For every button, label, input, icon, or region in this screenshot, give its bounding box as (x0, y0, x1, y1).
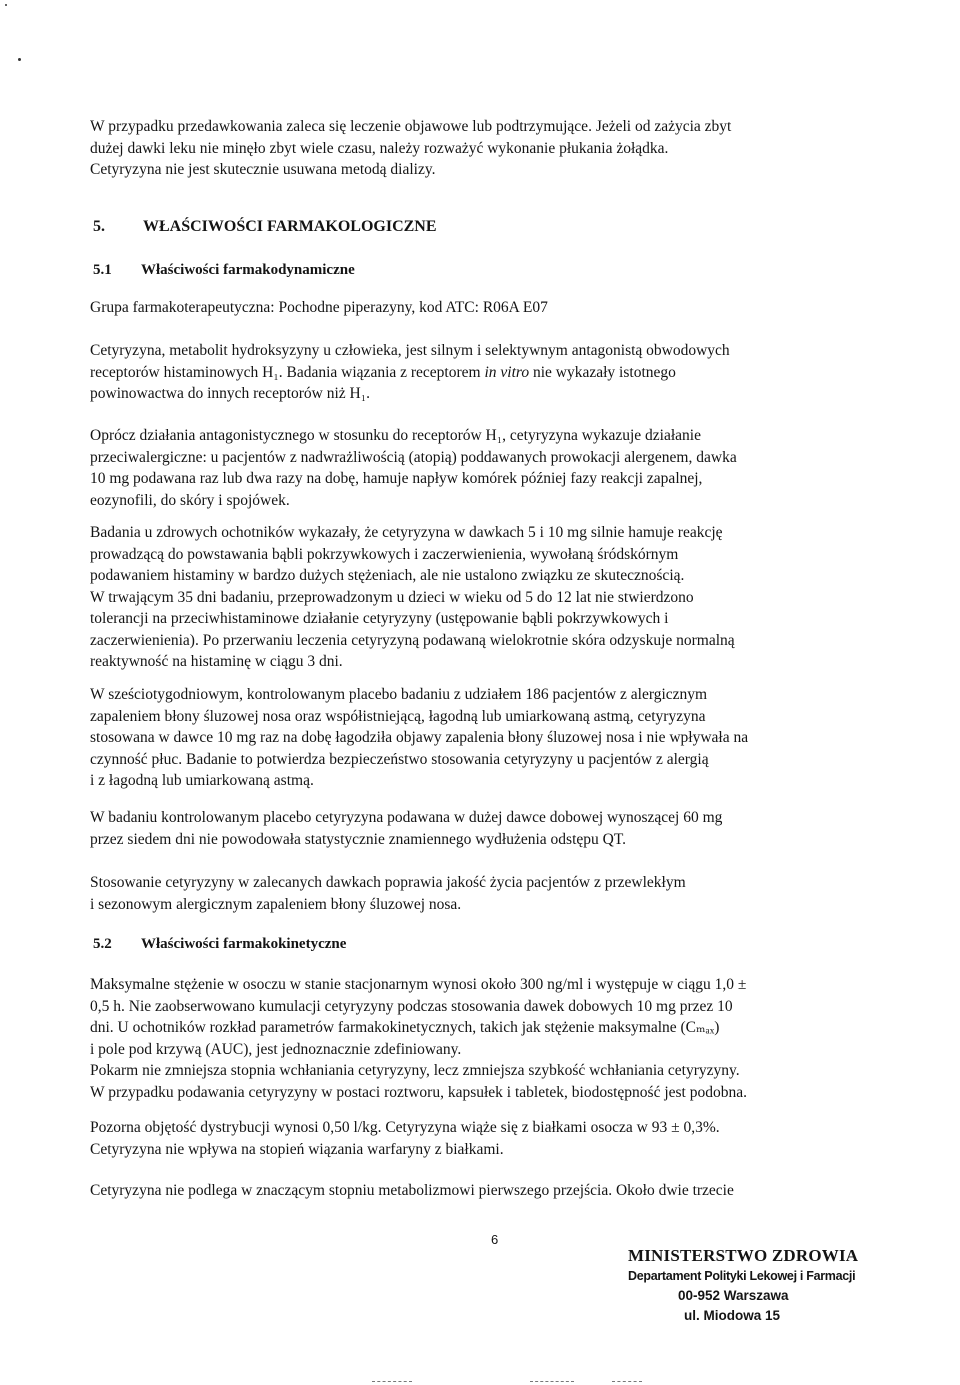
page-number: 6 (491, 1232, 499, 1247)
text-line: Oprócz działania antagonistycznego w stosunku do receptorów H₁, cetyryzyna wykazuje działanie (90, 427, 701, 444)
text-line: Cetyryzyna, metabolit hydroksyzyny u człowieka, jest silnym i selektywnym antagonistą obwodowych (90, 342, 730, 359)
paragraph-cetirizine (90, 340, 890, 405)
stamp-ministry-name: MINISTERSTWO ZDROWIA (628, 1246, 859, 1265)
paragraph-quality-of-life (90, 872, 890, 915)
section-number: 5.2 (93, 936, 112, 952)
section-title: Właściwości farmakodynamiczne (141, 262, 355, 278)
section-number: 5. (93, 218, 105, 235)
text-line: i pole pod krzywą (AUC), jest jednoznacznie zdefiniowany. (90, 1040, 462, 1058)
text-line: 10 mg podawana raz lub dwa razy na dobę, hamuje napływ komórek później fazy reakcji zapalnej, (90, 470, 703, 487)
text-line: Pozorna objętość dystrybucji wynosi 0,50 l/kg. Cetyryzyna wiąże się z białkami osocza w 93 ± 0,3%. (90, 1119, 720, 1136)
text-line: Badania u zdrowych ochotników wykazały, że cetyryzyna w dawkach 5 i 10 mg silnie hamuje reakcję (90, 524, 723, 541)
text-line: zaczerwienienia). Po przerwaniu leczenia cetyryzyną podawaną wielokrotnie skóra odzyskuje normalną (90, 631, 735, 649)
text-line: W przypadku podawania cetyryzyny w postaci roztworu, kapsułek i tabletek, biodostępność jest podobna. (90, 1083, 747, 1101)
text-line: eozynofili, do skóry i spojówek. (90, 491, 290, 509)
ministry-stamp (628, 1246, 858, 1326)
scan-speck (18, 58, 21, 61)
text-line: powinowactwa do innych receptorów niż H₁. (90, 385, 371, 402)
text-line: stosowana w dawce 10 mg raz na dobę łagodziła objawy zapalenia błony śluzowej nosa i nie wpływała na (90, 729, 749, 746)
text-line: tolerancji na przeciwhistaminowe działanie cetyryzyny (ustępowanie bąbli pokrzywkowych i (90, 610, 669, 627)
text-line: przeciwalergiczne: u pacjentów z nadwrażliwością (atopią) poddawanych prowokacji alergenem, dawka (90, 448, 737, 466)
text-line: Cetyryzyna nie jest skutecznie usuwana metodą dializy. (90, 161, 436, 178)
text-line: W sześciotygodniowym, kontrolowanym placebo badaniu z udziałem 186 pacjentów z alergicznym (90, 686, 708, 703)
paragraph-distribution (90, 1117, 890, 1160)
stamp-department: Departament Polityki Lekowej i Farmacji (628, 1269, 856, 1283)
text-line: 0,5 h. Nie zaobserwowano kumulacji cetyryzyny podczas stosowania dawek dobowych 10 mg przez 10 (90, 997, 733, 1015)
text-line: prowadzącą do powstawania bąbli pokrzywkowych i zaczerwienienia, wywołaną śródskórnym (90, 545, 679, 563)
text-line: receptorów histaminowych H₁. Badania wiązania z receptorem in vitro nie wykazały istotnego (90, 363, 676, 381)
text-line: Grupa farmakoterapeutyczna: Pochodne piperazyny, kod ATC: R06A E07 (90, 299, 548, 316)
stamp-postal-city: 00-952 Warszawa (678, 1288, 789, 1303)
text-line: i sezonowym alergicznym zapaleniem błony śluzowej nosa. (90, 895, 462, 913)
section-5-1-heading (93, 262, 355, 279)
scan-artifact-line (612, 1381, 642, 1383)
section-title: WŁAŚCIWOŚCI FARMAKOLOGICZNE (143, 218, 437, 235)
text-line: W badaniu kontrolowanym placebo cetyryzyna podawana w dużej dawce dobowej wynoszącej 60 mg (90, 809, 723, 826)
text-line: podawaniem histaminy w bardzo dużych stężeniach, ale nie ustalono związku ze skutecznością. (90, 567, 685, 584)
scan-speck (5, 4, 7, 6)
text-line: i z łagodną lub umiarkowaną astmą. (90, 772, 314, 789)
paragraph-volunteers (90, 522, 890, 673)
text-line: zapaleniem błony śluzowej nosa oraz współistniejącą, łagodną lub umiarkowaną astmą, cetyryzyna (90, 707, 706, 725)
paragraph-six-week-study (90, 684, 890, 792)
section-5-heading (93, 218, 437, 236)
text-line: Cetyryzyna nie wpływa na stopień wiązania warfaryny z białkami. (90, 1140, 504, 1158)
text-line: Cetyryzyna nie podlega w znaczącym stopniu metabolizmowi pierwszego przejścia. Około dwie trzecie (90, 1182, 734, 1199)
text-line: reaktywność na histaminę w ciągu 3 dni. (90, 653, 343, 670)
scan-artifact-line (372, 1381, 412, 1383)
paragraph-atc-group (90, 297, 890, 319)
paragraph-pharmacokinetics (90, 974, 890, 1103)
text-line: Stosowanie cetyryzyny w zalecanych dawkach poprawia jakość życia pacjentów z przewlekłym (90, 874, 686, 891)
section-title: Właściwości farmakokinetyczne (141, 936, 347, 952)
section-5-2-heading (93, 936, 346, 953)
text-line: W przypadku przedawkowania zaleca się leczenie objawowe lub podtrzymujące. Jeżeli od zażycia zbyt (90, 118, 732, 135)
scan-artifact-line (530, 1381, 574, 1383)
paragraph-qt-study (90, 807, 890, 850)
text-line: Pokarm nie zmniejsza stopnia wchłaniania cetyryzyny, lecz zmniejsza szybkość wchłaniania cetyryzyny. (90, 1062, 740, 1079)
section-number: 5.1 (93, 262, 112, 278)
text-line: przez siedem dni nie powodowała statystycznie znamiennego wydłużenia odstępu QT. (90, 830, 627, 848)
paragraph-overdose (90, 116, 890, 181)
stamp-street: ul. Miodowa 15 (684, 1308, 781, 1323)
text-line: Maksymalne stężenie w osoczu w stanie stacjonarnym wynosi około 300 ng/ml i występuje w ciągu 1,0 ± (90, 976, 747, 993)
text-line: dużej dawki leku nie minęło zbyt wiele czasu, należy rozważyć wykonanie płukania żołądka. (90, 139, 669, 157)
paragraph-antiallergic (90, 425, 890, 511)
text-line: W trwającym 35 dni badaniu, przeprowadzonym u dzieci w wieku od 5 do 12 lat nie stwierdzono (90, 588, 694, 606)
text-line: dni. U ochotników rozkład parametrów farmakokinetycznych, takich jak stężenie maksymalne (Cₘₐₓ) (90, 1019, 720, 1036)
text-line: czynność płuc. Badanie to potwierdza bezpieczeństwo stosowania cetyryzyny u pacjentów z alergią (90, 750, 709, 768)
paragraph-metabolism (90, 1180, 890, 1202)
